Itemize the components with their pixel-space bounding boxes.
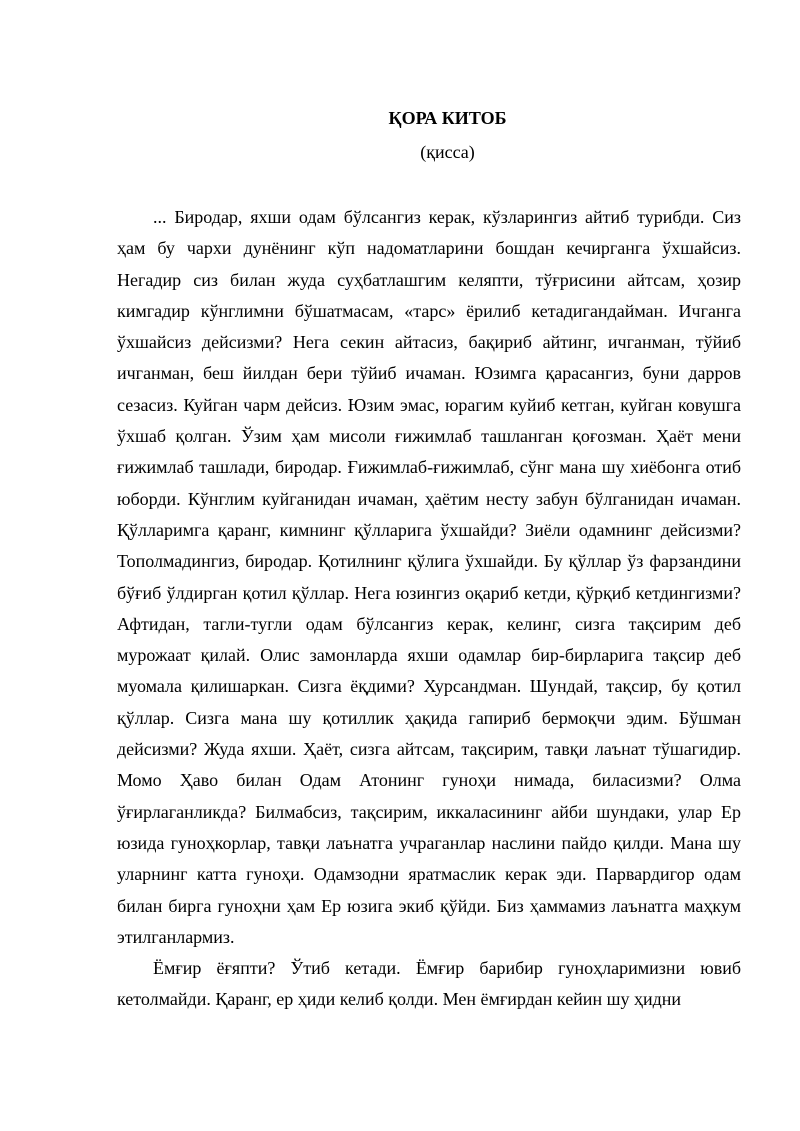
document-title: ҚОРА КИТОБ	[388, 108, 507, 128]
document-body	[117, 202, 741, 1016]
document-subtitle: (қисса)	[420, 142, 475, 162]
paragraph: ... Биродар, яхши одам бўлсангиз керак, кўзларингиз айтиб турибди. Сиз ҳам бу чархи дунёнинг кўп надоматларини бошдан кечирганга ўхшайсиз. Негадир сиз билан жуда суҳбатлашгим келяпти, тўғрисини айтсам, ҳозир кимгадир кўнглимни бўшатмасам, «тарс» ёрилиб кетадигандайман. Ичганга ўхшайсиз дейсизми? Нега секин айтасиз, бақириб айтинг, ичганман, тўйиб ичганман, беш йилдан бери тўйиб ичаман. Юзимга қарасангиз, буни дарров сезасиз. Куйган чарм дейсиз. Юзим эмас, юрагим куйиб кетган, куйган ковушга ўхшаб қолган. Ўзим ҳам мисоли ғижимлаб ташланган қоғозман. Ҳаёт мени ғижимлаб ташлади, биродар. Ғижимлаб-ғижимлаб, сўнг мана шу хиёбонга отиб юборди. Кўнглим куйганидан ичаман, ҳаётим несту забун бўлганидан ичаман. Қўлларимга қаранг, кимнинг қўлларига ўхшайди? Зиёли одамнинг дейсизми? Тополмадингиз, биродар. Қотилнинг қўлига ўхшайди. Бу қўллар ўз фарзандини бўғиб ўлдирган қотил қўллар. Нега юзингиз оқариб кетди, қўрқиб кетдингизми? Афтидан, тагли-тугли одам бўлсангиз керак, келинг, сизга тақсирим деб мурожаат қилай. Олис замонларда яхши одамлар бир-бирларига тақсир деб муомала қилишаркан. Сизга ёқдими? Хурсандман. Шундай, тақсир, бу қотил қўллар. Сизга мана шу қотиллик ҳақида гапириб бермоқчи эдим. Бўшман дейсизми? Жуда яхши. Ҳаёт, сизга айтсам, тақсирим, тавқи лаънат тўшагидир. Момо Ҳаво билан Одам Атонинг гуноҳи нимада, биласизми? Олма ўғирлаганликда? Билмабсиз, тақсирим, иккаласининг айби шундаки, улар Ер юзида гуноҳкорлар, тавқи лаънатга учраганлар наслини пайдо қилди. Мана шу уларнинг катта гуноҳи. Одамзодни яратмаслик керак эди. Парвардигор одам билан бирга гуноҳни ҳам Ер юзига экиб қўйди. Биз ҳаммамиз лаънатга маҳкум этилганлармиз.	[117, 207, 741, 947]
paragraph: Ёмғир ёғяпти? Ўтиб кетади. Ёмғир барибир гуноҳларимизни ювиб кетолмайди. Қаранг, ер ҳиди келиб қолди. Мен ёмғирдан кейин шу ҳидни	[117, 958, 741, 1010]
